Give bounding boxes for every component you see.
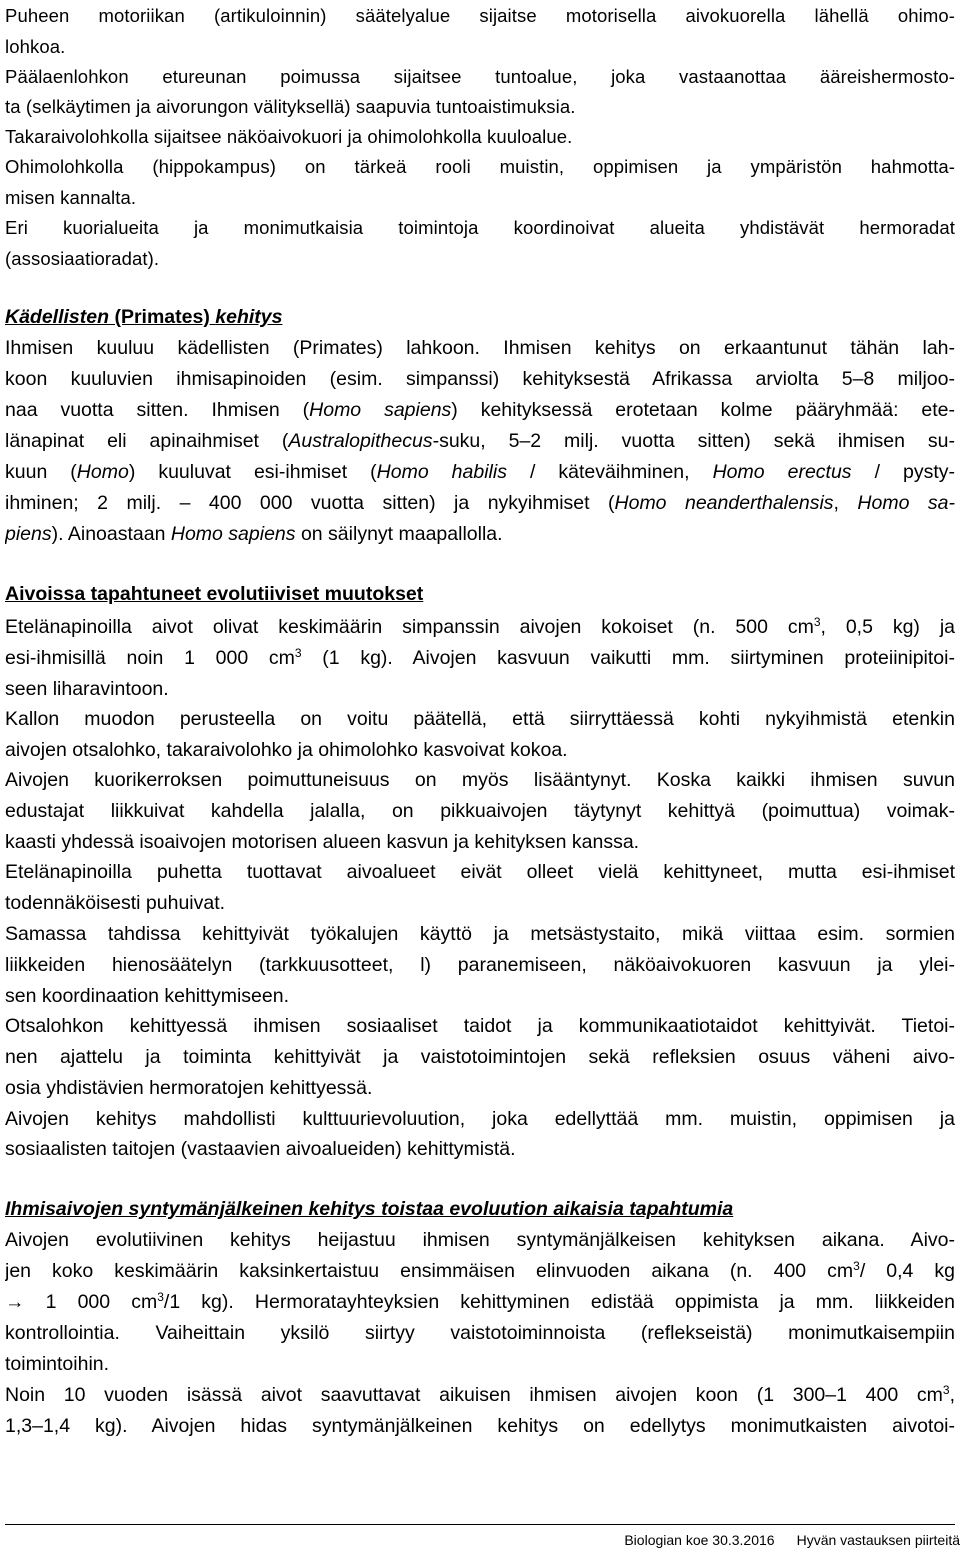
species-name: Homo sapiens [309,399,452,421]
footer-text [0,1527,960,1553]
text-line: Aivojen kuorikerroksen poimuttuneisuus on myös lisääntynyt. Koska kaikki ihmisen suvun [5,769,955,791]
text-run: / pysty- [851,461,955,483]
species-name: Homo neanderthalensis [614,492,834,514]
superscript: 3 [294,646,302,660]
text-run: naa vuotta sitten. Ihmisen ( [5,399,310,421]
species-name: Homo sapiens [170,523,296,545]
text-line: Kallon muodon perusteella on voitu päätellä, että siirryttäessä kohti nykyihmistä etenkin [5,708,955,730]
section-heading [5,1194,955,1225]
text-line: Ihmisen kuuluu kädellisten (Primates) lahkoon. Ihmisen kehitys on erkaantunut tähän lah- [5,337,955,359]
text-run: ihminen; 2 milj. – 400 000 vuotta sitten) ja nykyihmiset ( [5,492,615,514]
species-name: Homo erectus [712,461,852,483]
text-line [5,1256,955,1287]
text-line: aivojen otsalohko, takaraivolohko ja ohimolohko kasvoivat kokoa. [5,739,568,761]
text-line: sosiaalisten taitojen (vastaavien aivoalueiden) kehittymistä. [5,1138,516,1160]
text-line: osia yhdistävien hermoratojen kehittyessä. [5,1077,373,1099]
text-line: todennäköisesti puhuivat. [5,892,226,914]
text-run: jen koko keskimäärin kaksinkertaistuu ensimmäisen elinvuoden aikana (n. 400 cm [5,1260,854,1282]
text-run: , [949,1384,955,1406]
text-line: Otsalohkon kehittyessä ihmisen sosiaaliset taidot ja kommunikaatiotaidot kehittyivät. Tietoi- [5,1015,955,1037]
text-line: (assosiaatioradat). [5,248,160,269]
text-run: → 1 000 cm [5,1291,158,1313]
heading-part: Kädellisten [5,306,110,328]
species-name: Homo sa- [857,492,955,514]
section-heading [5,302,955,333]
text-line [5,612,955,643]
text-line: Samassa tahdissa kehittyivät työkalujen käyttö ja metsästystaito, mikä viittaa esim. sormien [5,923,955,945]
species-name: piens [5,523,52,545]
text-line [5,1380,955,1411]
text-run: on säilynyt maapallolla. [295,523,503,545]
text-line [5,395,955,426]
text-run: Etelänapinoilla aivot olivat keskimäärin simpanssin aivojen kokoiset (n. 500 cm [5,616,814,638]
text-line: Etelänapinoilla puhetta tuottavat aivoalueet eivät olleet vielä kehittyneet, mutta esi-ihmiset [5,861,955,883]
text-run: -suku, 5–2 milj. vuotta sitten) sekä ihmisen su- [432,430,955,452]
text-run: , 0,5 kg) ja [820,616,955,638]
heading-part: kehitys [215,306,283,328]
text-line [5,519,955,550]
text-line: Aivojen evolutiivinen kehitys heijastuu ihmisen syntymänjälkeisen kehityksen aikana. Aivo- [5,1229,955,1251]
text-line: Eri kuorialueita ja monimutkaisia toimintoja koordinoivat alueita yhdistävät hermoradat [5,217,955,238]
text-line: Päälaenlohkon etureunan poimussa sijaitsee tuntoalue, joka vastaanottaa ääreishermosto- [5,66,955,87]
text-run: /1 kg). Hermoratayhteyksien kehittyminen edistää oppimista ja mm. liikkeiden [163,1291,955,1313]
text-line: koon kuuluvien ihmisapinoiden (esim. simpanssi) kehityksestä Afrikassa arviolta 5–8 miljoo- [5,368,955,390]
text-run: Noin 10 vuoden isässä aivot saavuttavat aikuisen ihmisen aivojen koon (1 300–1 400 cm [5,1384,943,1406]
text-line: liikkeiden hienosäätelyn (tarkkuusotteet, l) paranemiseen, näköaivokuoren kasvuun ja ylei- [5,954,955,976]
text-line [5,457,955,488]
superscript: 3 [157,1290,164,1304]
footer-exam-label: Biologian koe 30.3.2016 [624,1532,775,1548]
text-line: Ohimolohkolla (hippokampus) on tärkeä rooli muistin, oppimisen ja ympäristön hahmotta- [5,156,955,177]
text-line: kontrollointia. Vaiheittain yksilö siirtyy vaistotoiminnoista (reflekseistä) monimutkaisempiin [5,1322,955,1344]
heading-part: (Primates) [109,306,216,328]
text-line: sen koordinaation kehittymiseen. [5,985,289,1007]
text-run: länapinat eli apinaihmiset ( [5,430,289,452]
species-name: Homo [76,461,129,483]
text-run: ). Ainoastaan [51,523,171,545]
text-line: Puheen motoriikan (artikuloinnin) säätelyalue sijaitse motorisella aivokuorella lähellä ohimo- [5,5,955,26]
section-heading [5,579,955,610]
text-line: Aivojen kehitys mahdollisti kulttuurievoluution, joka edellyttää mm. muistin, oppimisen ja [5,1108,955,1130]
text-line [5,1287,955,1318]
text-line [5,488,955,519]
superscript: 3 [813,615,821,629]
text-run: ) kuuluvat esi-ihmiset ( [128,461,377,483]
text-line: ta (selkäytimen ja aivorungon välityksellä) saapuvia tuntoaistimuksia. [5,96,576,117]
text-run: / 0,4 kg [859,1260,955,1282]
species-name: Homo habilis [376,461,507,483]
text-line: misen kannalta. [5,187,137,208]
text-line: edustajat liikkuivat kahdella jalalla, on pikkuaivojen täytynyt kehittyä (poimuttua) voimak- [5,800,955,822]
text-run: / käteväihminen, [506,461,713,483]
footer-divider [5,1524,955,1525]
text-line: 1,3–1,4 kg). Aivojen hidas syntymänjälkeinen kehitys on edellytys monimutkaisten aivotoi- [5,1415,955,1437]
text-line [5,643,955,674]
text-line: nen ajattelu ja toiminta kehittyivät ja vaistotoimintojen sekä refleksien osuus väheni aivo- [5,1046,955,1068]
footer-title: Hyvän vastauksen piirteitä [796,1532,960,1548]
superscript: 3 [942,1383,950,1397]
heading-text: Aivoissa tapahtuneet evolutiiviset muutokset [5,583,424,605]
text-line: lohkoa. [5,36,66,57]
text-run: esi-ihmisillä noin 1 000 cm [5,647,295,669]
text-run: , [833,492,858,514]
text-run: ) kehityksessä erotetaan kolme pääryhmää: ete- [451,399,955,421]
species-name: Australopithecus [288,430,433,452]
text-line: toimintoihin. [5,1353,110,1375]
text-run: (1 kg). Aivojen kasvuun vaikutti mm. siirtyminen proteiinipitoi- [301,647,955,669]
text-line: seen liharavintoon. [5,678,169,700]
text-line [5,426,955,457]
heading-text: Ihmisaivojen syntymänjälkeinen kehitys toistaa evoluution aikaisia tapahtumia [5,1198,734,1220]
text-line: kaasti yhdessä isoaivojen motorisen alueen kasvun ja kehityksen kanssa. [5,831,640,853]
text-run: kuun ( [5,461,77,483]
text-line: Takaraivolohkolla sijaitsee näköaivokuori ja ohimolohkolla kuuloalue. [5,126,573,147]
superscript: 3 [853,1259,860,1273]
